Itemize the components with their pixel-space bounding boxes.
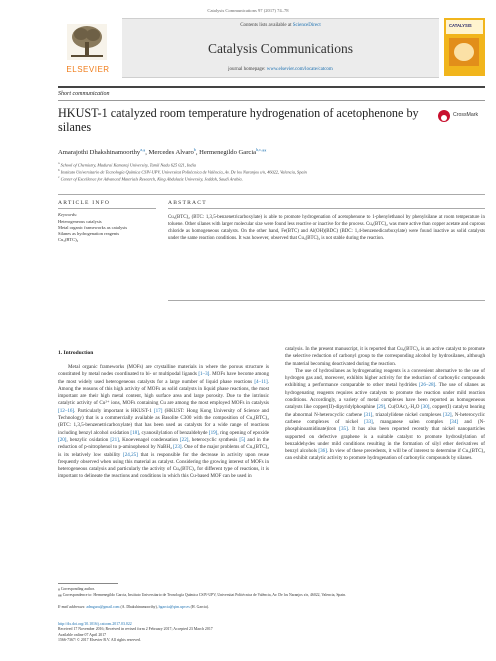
citation-link[interactable]: [32] [443,411,452,418]
citation-link[interactable]: [21] [110,436,119,443]
crossmark-icon [438,110,450,122]
body-text: , cyanosilylation of benzaldehyde [138,429,209,436]
citation-link[interactable]: [1–3] [198,371,210,378]
citation-link[interactable]: [29] [376,404,386,411]
body-text: . Among the reasons of this high activity of MOFs as solid catalysts in liquid phase reactions, the most important are their high metal content, high surface area and large porosity. Due to the intrinsic catalytic activity of Cu²⁺ ions, MOFs containing Cu are among the most employed MOFs in catalysis [58,378,269,407]
citation-link[interactable]: [20] [58,436,67,443]
elsevier-tree-icon [67,24,107,60]
body-text: , manganese salen complex [372,418,450,425]
footnote-co-corresponding: ⁎⁎ Correspondence to: Hermenegildo Garcia, Instituto Universitario de Tecnología Química CSIV-UPV, Universitat Politècnica de València, Av. De los Naranjos s/n, 46022, Valencia, Spain. [58,593,346,597]
citation-link[interactable]: [18] [130,429,139,436]
body-paragraph [285,346,485,368]
affiliation [58,161,488,167]
keywords-label: Keywords: [58,212,78,217]
affiliation-text: School of Chemistry, Madurai Kamaraj University, Tamil Nadu 625 021, India [60,162,196,168]
body-text: The use of hydrosilanes as hydrogenating reagents is a convenient alternative to the use of hydrogen gas and, moreover, exhibits higher activity for the reduction of carbonylic compounds exhibiting a performance comparable to other metal hydrides [285,367,485,389]
publisher-name: ELSEVIER [66,65,110,74]
body-text: , triazolylidene nickel complexes [372,411,444,418]
body-paragraph [58,364,269,481]
author-affiliation-mark[interactable]: b [193,147,196,152]
introduction-heading: 1. Introduction [58,350,94,356]
divider [168,300,485,301]
homepage-line [122,67,439,72]
body-text: . In view of these precedents, it will be of interest to determine if Cu₃(BTC)₂ can exhibit catalytic activity to promote hydrogenation of carbonylic compounds by silanes. [285,448,485,462]
contents-prefix: Contents lists available at [240,23,292,28]
journal-title: Catalysis Communications [207,41,354,56]
body-paragraph [285,368,485,463]
article-history [58,622,485,644]
citation-link[interactable]: [23] [173,444,182,451]
citation-link[interactable]: [12–16] [58,407,75,414]
author-name[interactable]: Mercedes Alvaro [148,149,194,157]
email-link[interactable]: admguru@gmail.com [86,605,120,609]
publisher-logo [58,18,118,76]
cover-artwork-circle [454,43,474,61]
email-owner: (A. Dhakshinamoorthy), [120,605,158,609]
body-column-left [58,364,269,481]
author-affiliation-mark[interactable]: b,c,⁎⁎ [256,147,267,152]
citation-link[interactable]: [35] [339,426,348,433]
body-text: , Cu(OAc)₂·H₂O [385,404,421,411]
header-rule [58,86,485,88]
footnote-emails [58,605,485,610]
citation-link[interactable]: [17] [153,407,163,414]
copyright: 1566-7367/ © 2017 Elsevier B.V. All rights reserved. [58,638,141,643]
divider [58,100,485,101]
body-text: . It has also been reported recently that nickel nanoparticles supported on defective graphene is a suitable catalyst to promote hydrosilylation of benzaldehydes under mild conditions resulting in the formation of silyl ether derivatives of benzyl alcohols [285,426,485,455]
citation-link[interactable]: [19] [208,429,218,436]
body-column-right [285,346,485,463]
citation-link[interactable]: [31] [363,411,373,418]
affiliation-mark: c [58,175,60,179]
contents-line [122,23,439,28]
article-title: HKUST-1 catalyzed room temperature hydrogenation of acetophenone by silanes [58,106,419,134]
abstract-heading: ABSTRACT [168,200,207,206]
body-text: , heterocyclic synthesis [188,436,240,443]
body-text: , benzylic oxidation [66,436,111,443]
divider [58,208,156,209]
citation-link[interactable]: [22] [179,436,189,443]
body-text: , N-heterocyclic carbene complexes of nickel [285,411,485,425]
body-text: and in the reduction of p-nitrophenol to p-aminophenol by NaBH₄ [58,436,269,451]
body-text: that is responsible for the decrease in activity upon reuse frequently observed when using this material as catalyst. Considering the growing interest of MOFs in heterogeneous catalysis and particularly the activity of Cu₃(BTC)₂ for different type of reactions, it is important to delineate the reactions and conditions in which this Cu-based MOF can be used in [58,451,269,480]
homepage-link[interactable]: www.elsevier.com/locate/catcom [266,67,333,72]
crossmark-badge[interactable] [438,108,485,124]
footnote-corresponding: ⁎ Corresponding author. [58,587,95,591]
keyword: Metal organic frameworks as catalysts [58,225,128,230]
affiliation [58,175,488,181]
body-text: , copper(I) catalyst bearing the abnormal N-heterocyclic carbene [285,404,485,418]
keyword: Silanes as hydrogenation reagents [58,231,120,236]
abstract-text: Cu₃(BTC)₂ (BTC: 1,3,5-benzenetricarboxylate) is able to promote hydrogenation of acetophenone to 1-phenylethanol by phenylsilane at room temperature in toluene. Other silanes with larger molecular size were found less reactive or inactive for the process. Cu₃(BTC)₂ was more active than copper acetate and cuprous chloride as homogeneous catalysts. On the other hand, Fe(BTC) and Al(OH)(BDC) (BDC: 1,4-benzenedicarboxylate) were found inactive as solid catalysts under the same reaction conditions. It was however, observed that Cu₃(BTC)₂ is not stable during the reaction. [168,215,485,242]
affiliation-text: Instituto Universitario de Tecnología Química CSIV-UPV, Universitat Politècnica de València, Av. De los Naranjos s/n, 46022, Valencia, Spain [60,169,307,175]
body-text: and (N-phosphinoamidinate)iron [285,418,485,433]
citation-link[interactable]: [5] [239,436,246,443]
affiliation-text: Center of Excellence for Advanced Materials Research, King Abdulaziz University, Jeddah, Saudi Arabia. [60,176,243,182]
citation-link[interactable]: [33] [364,418,373,425]
citation-link[interactable]: [30] [420,404,430,411]
journal-cover-image [444,18,485,76]
body-text: Metal organic frameworks (MOFs) are crystalline materials in where the porous structure is constituted by metal nodes coordinated to bi- or multipodal ligands [58,364,269,378]
body-text: . MOFs have become among the most widely used heterogeneous catalysts for a large number of liquid phase reactions [58,371,269,385]
cover-title-strip [446,20,483,34]
author-name[interactable]: Amarajothi Dhakshinamoorthy [58,149,141,157]
affiliation-mark: b [58,168,60,172]
affiliation [58,168,488,174]
email-owner: (H. Garcia). [190,605,209,609]
body-text: . Particularly important is HKUST-1 [74,407,154,414]
journal-citation-line: Catalysis Communications 97 (2017) 74–78 [207,8,289,13]
crossmark-label: CrossMark [453,112,479,118]
citation-link[interactable]: [26–28] [419,382,436,389]
available-online: Available online 07 April 2017 [58,632,107,637]
email-link[interactable]: hgarcia@qim.upv.es [158,605,190,609]
keyword: Cu₃(BTC)₂ [58,237,79,242]
citation-link[interactable]: [36] [318,448,327,455]
footnote-rule [58,583,118,584]
body-text: , ring opening of epoxide [217,429,269,436]
journal-header [58,18,439,76]
email-label: E-mail addresses: [58,605,86,609]
homepage-prefix: journal homepage: [228,67,266,72]
author-name[interactable]: Hermenegildo Garcia [199,149,257,157]
affiliation-mark: a [58,161,60,165]
sciencedirect-link[interactable]: ScienceDirect [292,23,321,28]
article-type: Short communication [58,91,110,97]
journal-banner [122,18,439,78]
body-text: (HKUST: Hong Kong University of Science and Technology) that is a commercially available as Basolite C300 with the composition of Cu₃(BTC)₂ (BTC: 1,3,5-benzenetricarboxylate) that has been used as catalysts for a wide range of reactions including benzyl alcohol oxidation [58,407,269,436]
body-text: , Knoevenagel condensation [118,436,180,443]
author-list: Amarajothi Dhakshinamoorthy$^{a,⁎}$, Mercedes Alvaro$^b$, Hermenegildo Garcia$^{b,c,⁎⁎}$ [58,147,267,157]
doi-link[interactable]: http://dx.doi.org/10.1016/j.catcom.2017.03.022 [58,622,132,626]
divider [168,208,485,209]
cover-title: CATALYSIS [449,23,472,28]
citation-link[interactable]: [4–11] [254,378,268,385]
keyword: Heterogeneous catalysis [58,219,102,224]
received-dates: Received 17 November 2016; Received in revised form 2 February 2017; Accepted 23 March 2017 [58,627,213,632]
divider [58,194,485,195]
citation-link[interactable]: [24,25] [123,451,138,458]
body-text: . The use of silanes as hydrogenating reagents requires active catalysts to promote the reaction under mild reaction conditions. Accordingly, a variety of metal complexes have been reported as homogeneous catalysts like copper(II)-dipyridylphosphine [285,382,485,411]
body-text: catalysis. In the present manuscript, it is reported that Cu₃(BTC)₂ is an active catalyst to promote the selective reduction of carbonyl group to the corresponding alcohol by hydrosilanes, although the material becoming deactivated during the reaction. [285,346,485,367]
author-affiliation-mark[interactable]: a,⁎ [140,147,146,152]
article-info-heading: ARTICLE INFO [58,200,111,206]
citation-link[interactable]: [34] [449,418,459,425]
body-text: . One of the major problems of Cu₃(BTC)₂ is its relatively low stability [58,444,269,458]
